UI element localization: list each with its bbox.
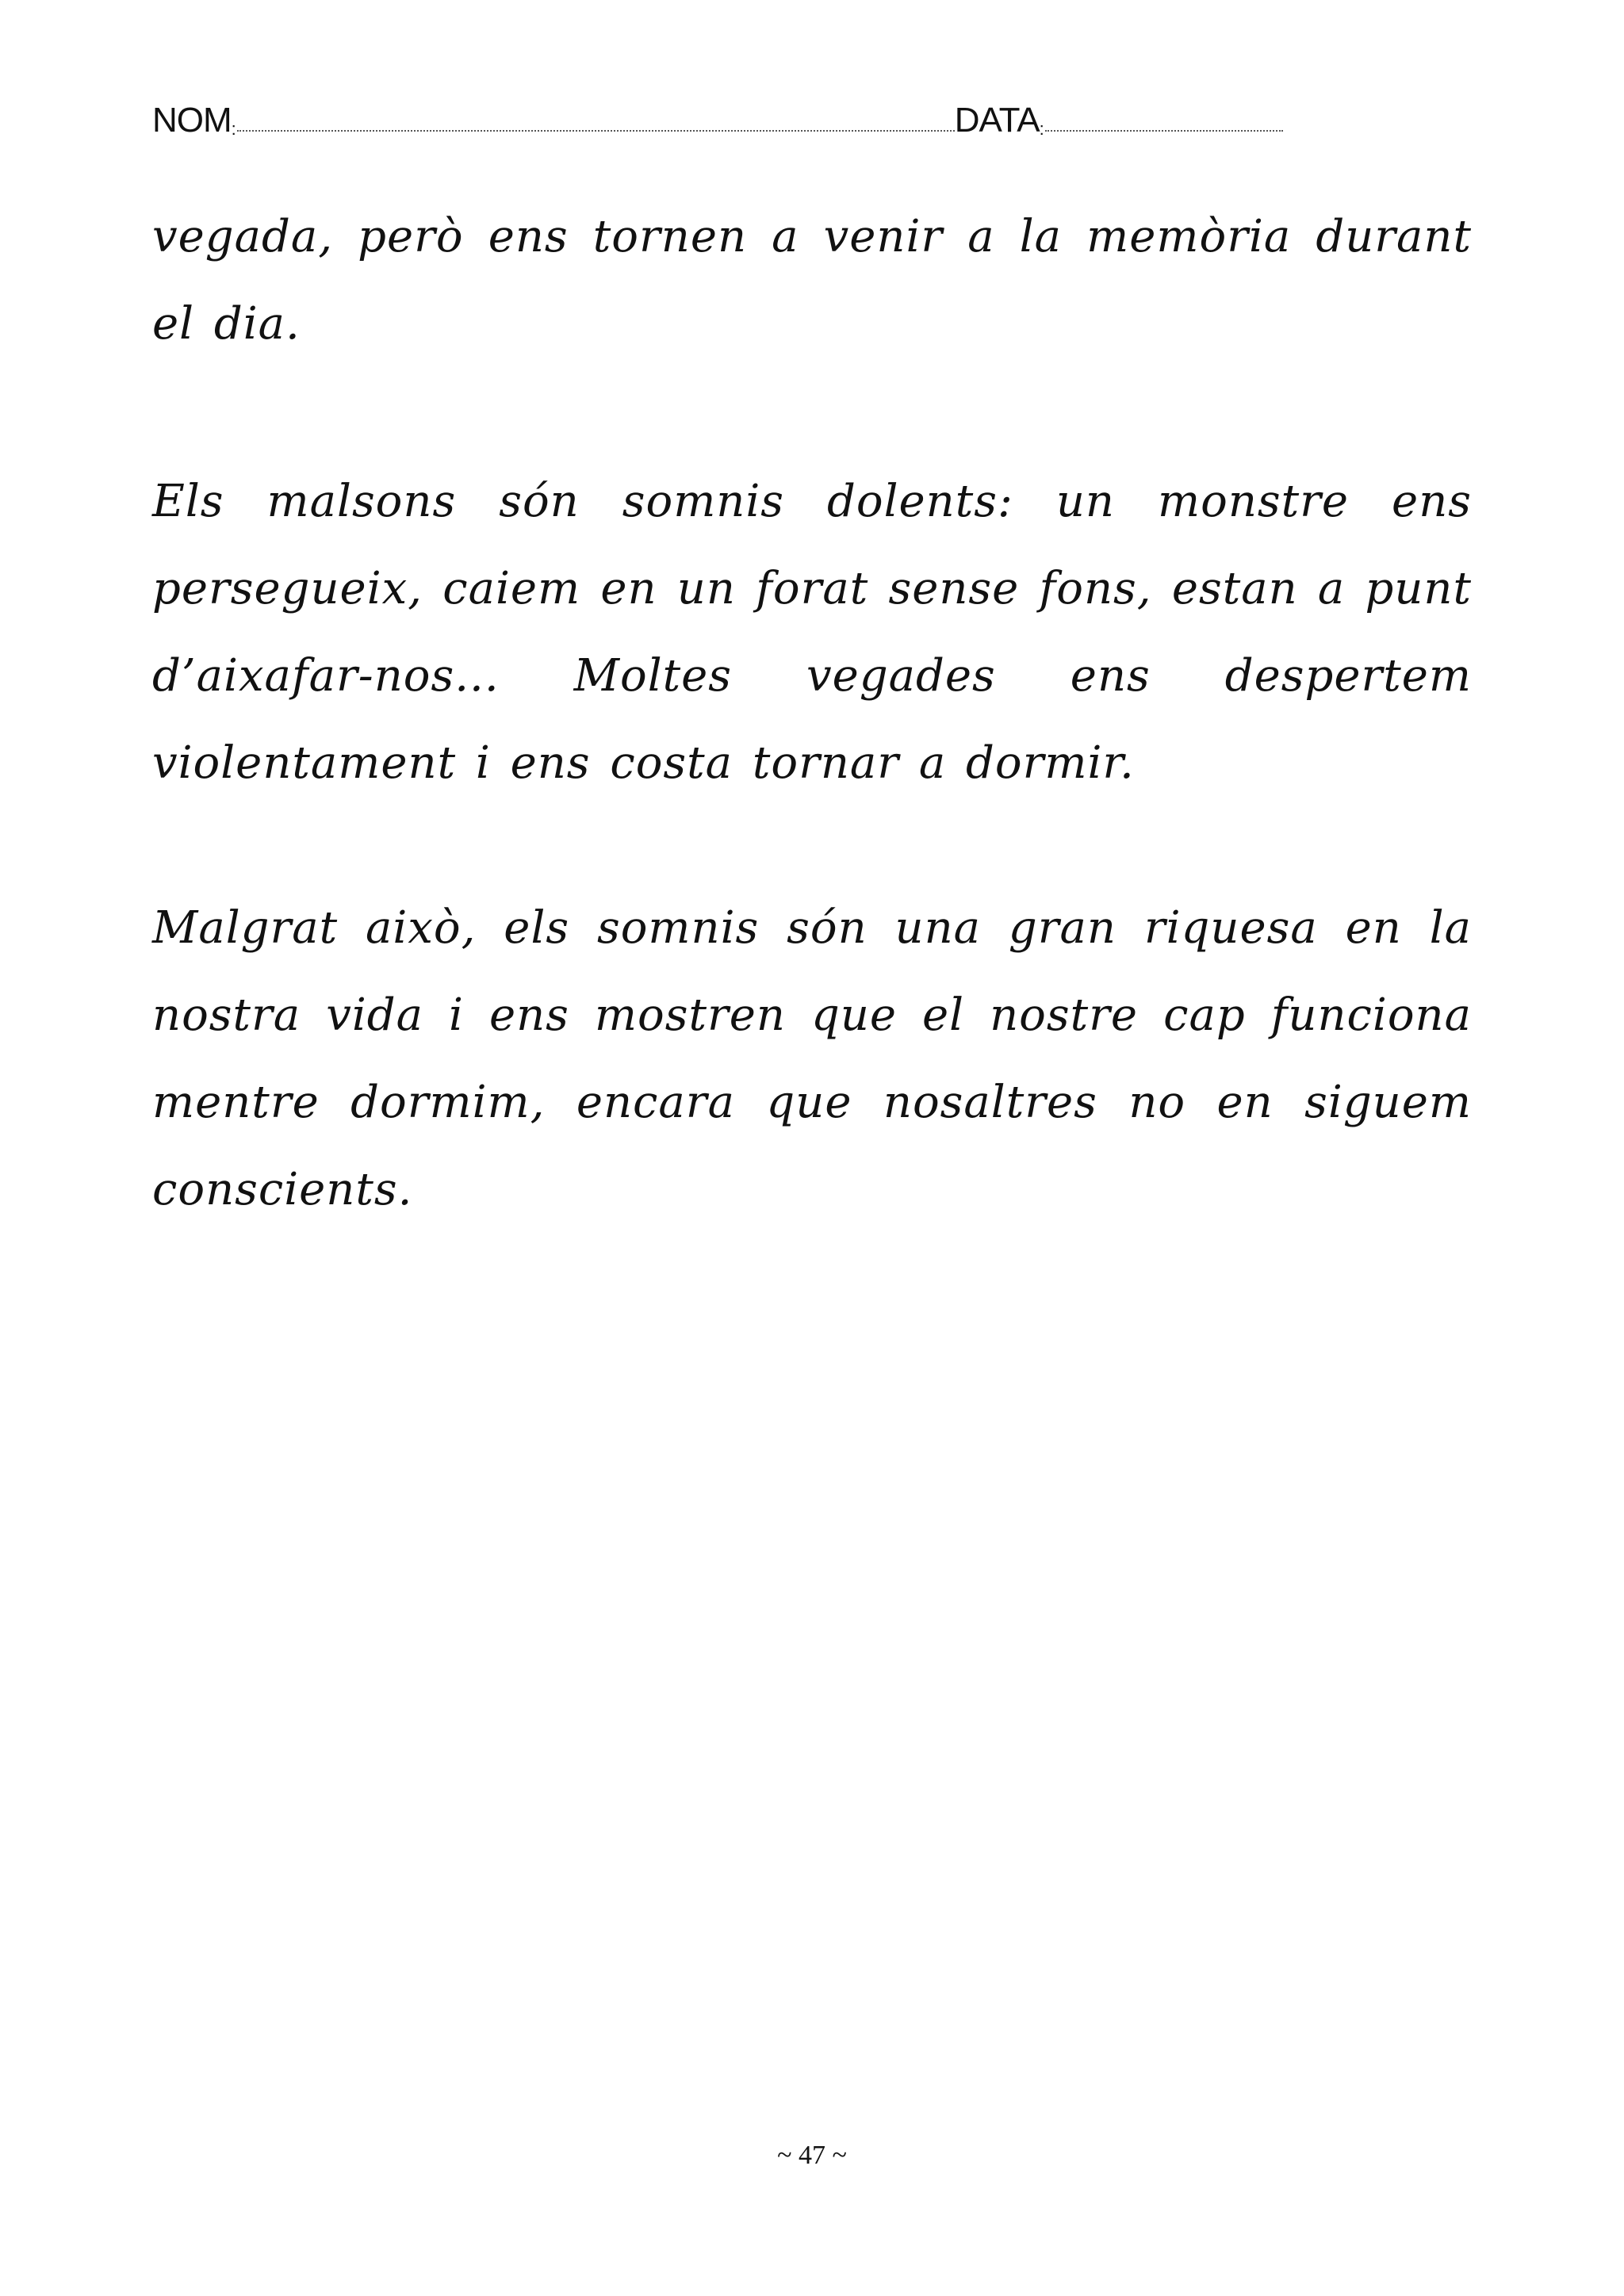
paragraph-2: Els malsons són somnis dolents: un monstre ens persegueix, caiem en un forat sense fons, estan a punt d’aixafar-nos... Moltes vegades ens despertem violentament i ens costa tornar a dormir. [152,476,1472,789]
date-colon: : [1039,119,1044,139]
page-number: ~ 47 ~ [777,2141,847,2170]
paragraph-1: vegada, però ens tornen a venir a la memòria durant el dia. [152,211,1472,350]
date-label: DATA [954,101,1040,140]
name-field-line [237,130,955,132]
name-label: NOM [152,101,232,140]
name-colon: : [231,119,236,139]
date-field-line [1045,130,1283,132]
paragraph-3: Malgrat això, els somnis són una gran riquesa en la nostra vida i ens mostren que el nostre cap funciona mentre dormim, encara que nosaltres no en siguem conscients. [152,902,1472,1215]
student-header [152,94,1326,138]
